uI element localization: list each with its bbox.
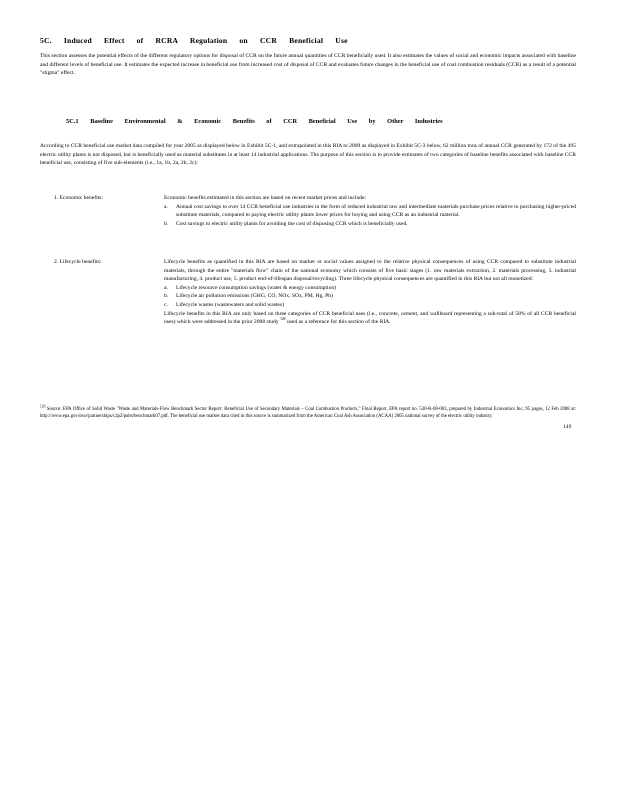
- list-item: [164, 284, 576, 293]
- subsection-heading: 5C.1 Baseline Environmental & Economic Benefits of CCR Beneficial Use by Other Industries: [66, 118, 443, 125]
- item-label-lifecycle-benefits: 2. Lifecycle benefits:: [54, 259, 102, 265]
- footnote: [40, 406, 576, 420]
- list-item: [164, 220, 576, 229]
- list-item: [164, 203, 576, 220]
- list-item: [164, 301, 576, 310]
- list-marker: b.: [164, 220, 169, 227]
- list-marker: a.: [164, 203, 168, 210]
- footnote-mark: 126: [40, 404, 46, 409]
- page-number: 149: [563, 424, 572, 430]
- closing-text: Lifecycle benefits in this RIA are only based on three categories of CCR beneficial uses (i.e., concrete, cement, and wallboard representing a sub-total of 58% of all CCR beneficial uses) which were addressed in the prior 2008 study: [164, 310, 576, 326]
- intro-paragraph: This section assesses the potential effects of the different regulatory options for disposal of CCR on the future annual quantities of CCR beneficially used. It also estimates the values of social and economic impacts associated with baseline and different levels of beneficial use. It estimates the expected increase in beneficial use from increased cost of disposal of CCR and evaluates future changes in the beneficial use of coal combustion residuals (CCR) as a result of a potential "stigma" effect.: [40, 53, 576, 77]
- item-intro: Economic benefits estimated in this section are based on recent market prices and include:: [164, 195, 367, 201]
- closing-text-continued: used as a reference for this section of the RIA.: [286, 319, 391, 326]
- list-item-text: Lifecycle wastes (wastewaters and solid wastes): [176, 301, 284, 308]
- list-marker: b.: [164, 293, 169, 300]
- section-heading: 5C. Induced Effect of RCRA Regulation on CCR Beneficial Use: [40, 36, 348, 45]
- list-item: [164, 292, 576, 301]
- list-marker: a.: [164, 284, 168, 291]
- list-marker: c.: [164, 301, 168, 308]
- item-intro: Lifecycle benefits as quantified in this RIA are based on market or social values assigned to the relative physical consequences of using CCR compared to substitute industrial materials, through the entire "materials flow" chain of the national economy which consists of five basic stages (1. raw materials extraction, 2. materials processing, 3. industrial manufacturing, 4. product use, 5. product end-of-lifespan disposal/recycling). Three lifecycle physical consequences are quantified in this RIA but not all monetized:: [164, 259, 576, 283]
- list-item-text: Annual cost savings to over 14 CCR beneficial use industries in the form of reduced industrial raw and intermediate materials purchase prices relative to purchasing higher-priced substitute materials, compared to paying electric utility plants lower prices for buying and using CCR as an industrial material.: [176, 203, 576, 219]
- footnote-reference: 126: [280, 317, 286, 322]
- item-body-lifecycle-benefits: [164, 258, 576, 327]
- footnote-text: Source: EPA Office of Solid Waste "Waste and Materials-Flow Benchmark Sector Report: Beneficial Use of Secondary Materials – Coal Combustion Products," Final Report, EPA report no. 530-R-08-003, prepared by Industrial Economics Inc, 95 pages, 12 Feb 2008 at: http://www.epa.gov/osw/partnerships/c2p2/pubs/benchmark07.pdf. The beneficial use market data cited in this source is summarized from the American Coal Ash Association (ACAA) 2005 national survey of the electric utility industry.: [40, 407, 576, 419]
- list-item-text: Lifecycle air pollution emissions (GHG, CO, NOx, SOx, PM, Hg, Pb): [176, 293, 333, 300]
- item-closing: [164, 310, 576, 327]
- item-body-economic-benefits: [164, 194, 576, 228]
- list-item-text: Cost savings to electric utility plants for avoiding the cost of disposing CCR which is beneficially used.: [176, 220, 408, 227]
- baseline-paragraph: According to CCR beneficial use market data compiled for year 2005 as displayed below in Exhibit 5C-1, and extrapolated in this RIA to 2009 as displayed in Exhibit 5C-3 below, 62 million tons of annual CCR generated by 172 of the 495 electric utility plants is not disposed, but is beneficially used as material substitutes in at least 14 industrial applications. The purpose of this section is to provide estimates of two categories of baseline benefits associated with baseline CCR beneficial use, consisting of five sub-elements (i.e., 1a, 1b, 2a, 2b, 2c):: [40, 143, 576, 167]
- item-label-economic-benefits: 1. Economic benefits:: [54, 195, 103, 201]
- list-item-text: Lifecycle resource consumption savings (water & energy consumption): [176, 284, 337, 291]
